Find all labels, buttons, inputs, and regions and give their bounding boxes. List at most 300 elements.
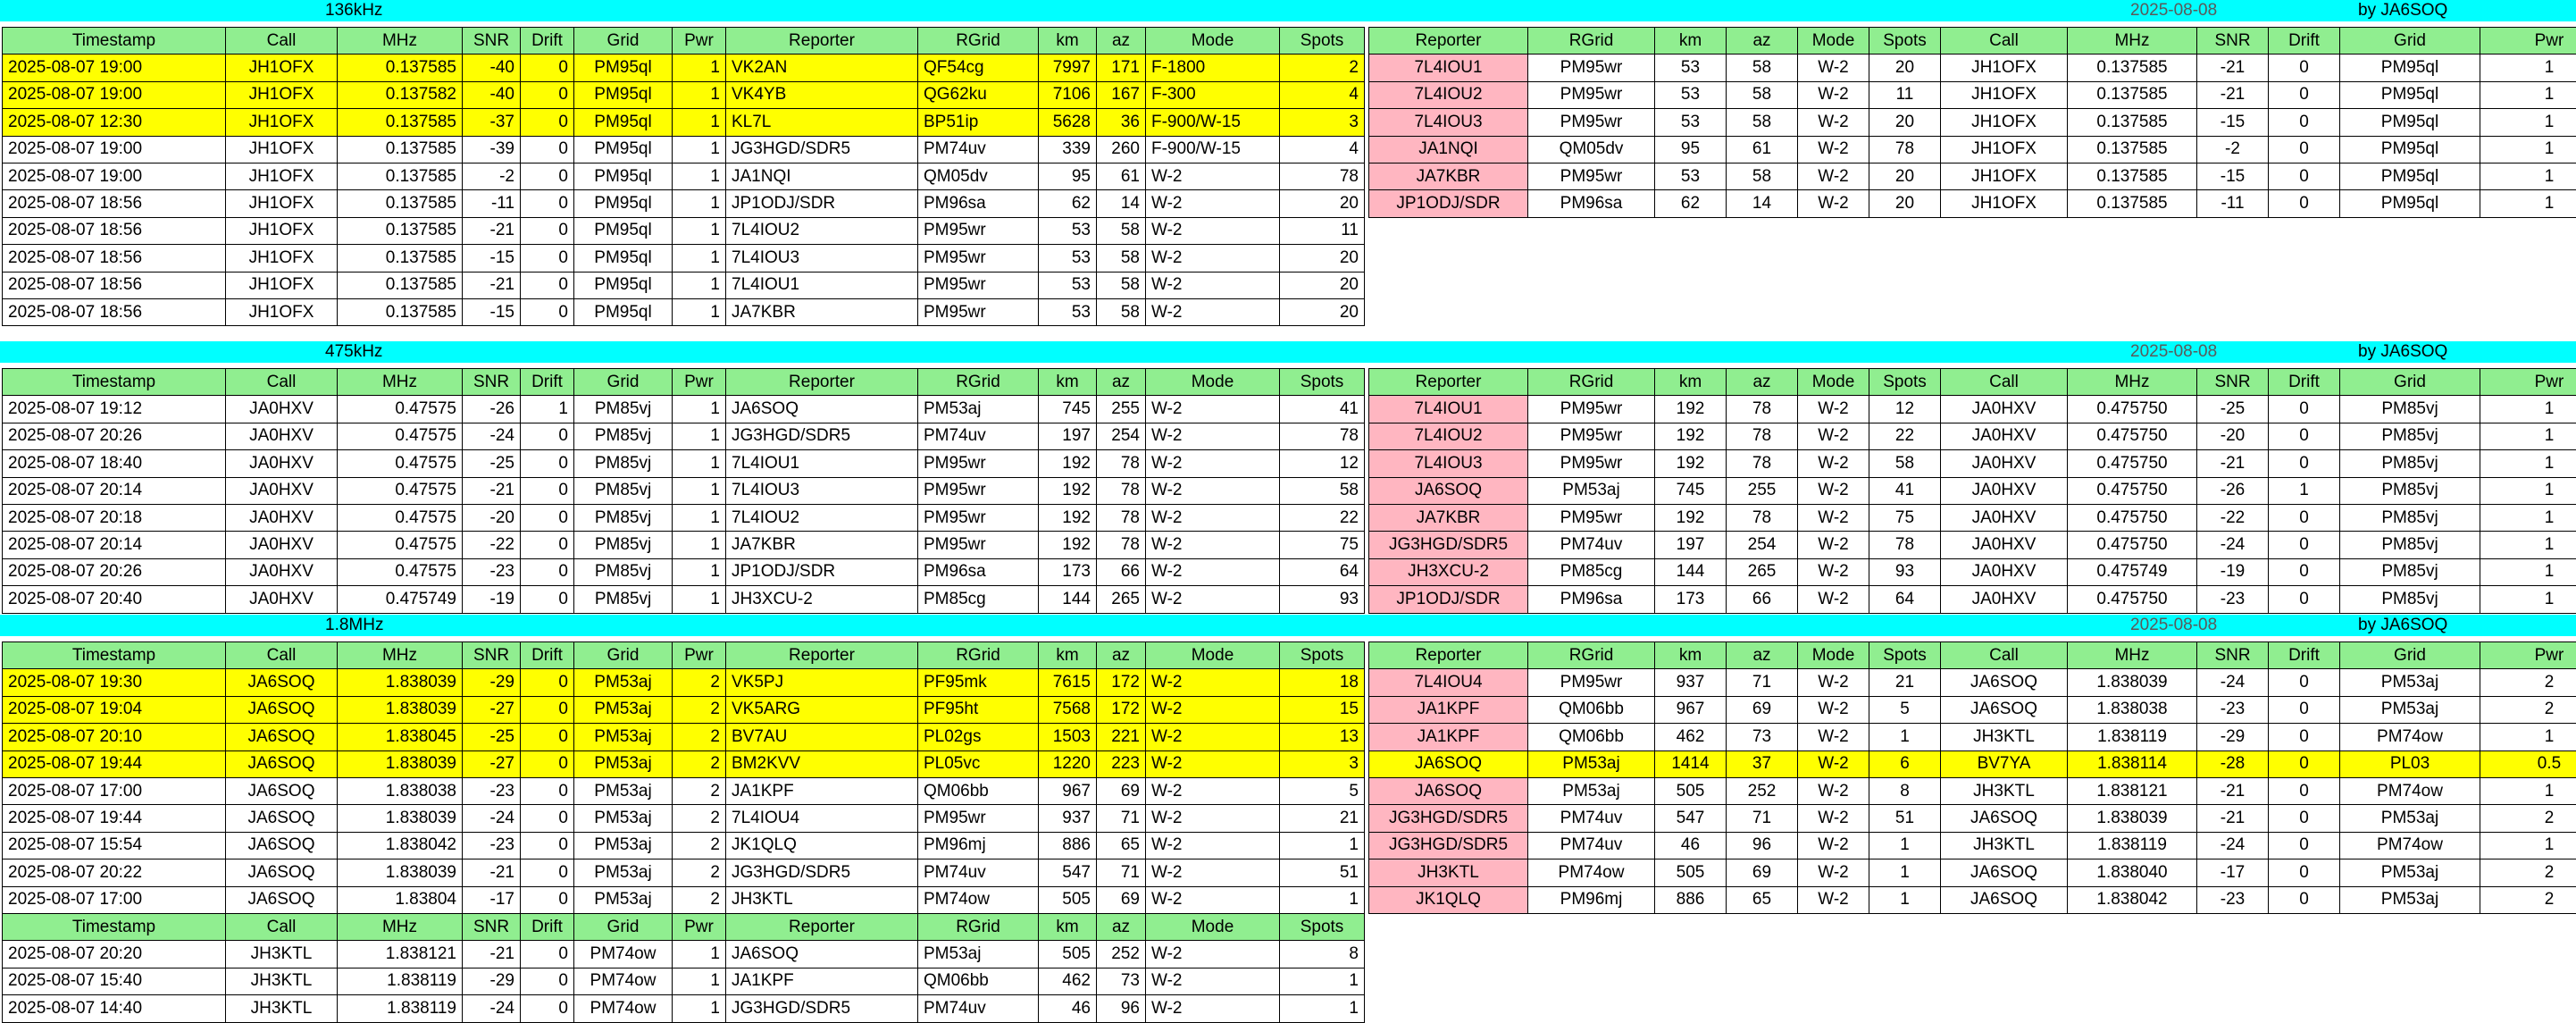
table-cell: 0 [2269,805,2340,832]
table-cell: 2025-08-07 14:40 [3,995,226,1022]
table-cell: 61 [1097,163,1146,189]
table-cell: W-2 [1146,163,1280,189]
table-cell: 61 [1727,136,1798,163]
table-cell: 0.47575 [338,396,463,423]
table-cell: 2025-08-07 20:18 [3,504,226,531]
table-cell: 254 [1097,423,1146,449]
table-cell: 2025-08-07 20:26 [3,558,226,585]
column-header: Call [1941,642,2068,669]
table-row [1369,777,2576,804]
table-cell: JA6SOQ [226,832,338,859]
table-cell: -21 [463,477,521,504]
table-cell: 1 [673,81,726,108]
table-cell: PF95mk [918,669,1039,696]
table-cell: 1 [2480,558,2576,585]
table-cell: -21 [463,941,521,968]
table-cell: 1 [673,941,726,968]
table-cell: 7615 [1039,669,1097,696]
table-cell: 2 [673,750,726,777]
table-cell: W-2 [1146,245,1280,272]
table-cell: 58 [1097,217,1146,244]
table-cell: 1 [673,995,726,1022]
column-header: SNR [2197,28,2269,55]
column-header: km [1039,28,1097,55]
table-cell: 1220 [1039,750,1097,777]
table-cell: QG62ku [918,81,1039,108]
table-cell: PM74uv [1528,805,1655,832]
table-cell: PM74ow [2340,724,2480,750]
table-cell: 2025-08-07 20:26 [3,423,226,449]
table-cell: 2025-08-07 18:56 [3,190,226,217]
table-cell: JA0HXV [226,504,338,531]
table-cell: 0.137585 [2068,163,2197,189]
table-cell: 2 [673,832,726,859]
column-header: SNR [463,642,521,669]
table-cell: W-2 [1146,832,1280,859]
column-header: az [1727,369,1798,396]
table-cell: 1.838119 [338,968,463,994]
table-row [1369,109,2576,136]
table-cell: W-2 [1798,504,1869,531]
table-cell: 36 [1097,109,1146,136]
highlighted-row [3,81,1365,108]
table-cell: 1 [673,477,726,504]
table-cell: -17 [2197,859,2269,886]
column-header: Drift [2269,28,2340,55]
table-cell: 11 [1869,81,1941,108]
right-spot-table [1368,641,2576,914]
column-header: Mode [1798,28,1869,55]
table-cell: 7L4IOU3 [1369,450,1528,477]
table-cell: W-2 [1146,995,1280,1022]
table-cell: PM95ql [2340,55,2480,81]
column-header: Spots [1280,369,1365,396]
table-cell: 3 [1280,750,1365,777]
column-header: Timestamp [3,914,226,941]
table-cell: 20 [1869,163,1941,189]
table-cell: 0 [2269,777,2340,804]
header-row [3,28,1365,55]
table-cell: W-2 [1798,109,1869,136]
table-cell: JH1OFX [1941,136,2068,163]
table-row [3,886,1365,913]
table-cell: 0 [2269,163,2340,189]
left-spot-table [2,641,1365,914]
table-cell: 58 [1097,245,1146,272]
table-cell: 0 [521,777,574,804]
table-cell: 1 [2480,396,2576,423]
table-cell: 197 [1039,423,1097,449]
table-cell: 51 [1280,859,1365,886]
table-cell: -39 [463,136,521,163]
table-cell: 1414 [1655,750,1727,777]
table-cell: VK4YB [726,81,918,108]
column-header: Timestamp [3,642,226,669]
table-cell: PM53aj [918,941,1039,968]
table-cell: 53 [1039,245,1097,272]
table-cell: -23 [2197,696,2269,723]
table-cell: PM95wr [918,805,1039,832]
table-cell: 1 [2480,81,2576,108]
table-cell: PM96mj [1528,886,1655,913]
table-cell: 0 [2269,109,2340,136]
table-cell: -21 [2197,450,2269,477]
table-cell: 65 [1727,886,1798,913]
table-cell: 0 [521,81,574,108]
column-header: km [1039,642,1097,669]
table-cell: 2025-08-07 19:44 [3,750,226,777]
table-cell: 2 [673,859,726,886]
table-cell: 7L4IOU3 [1369,109,1528,136]
table-cell: 192 [1655,450,1727,477]
table-cell: 1 [1869,859,1941,886]
table-cell: 7L4IOU2 [1369,423,1528,449]
table-cell: PM95wr [918,532,1039,558]
highlighted-row [1369,750,2576,777]
table-cell: 745 [1655,477,1727,504]
table-cell: 0.137585 [338,136,463,163]
table-cell: JP1ODJ/SDR [1369,586,1528,613]
table-cell: 2 [2480,859,2576,886]
table-cell: 73 [1727,724,1798,750]
table-cell: 7L4IOU2 [1369,81,1528,108]
table-cell: PL03 [2340,750,2480,777]
column-header: SNR [2197,369,2269,396]
column-header: Reporter [726,369,918,396]
table-cell: 7L4IOU3 [726,245,918,272]
table-cell: PM74uv [1528,832,1655,859]
table-cell: 71 [1727,805,1798,832]
table-cell: 37 [1727,750,1798,777]
table-cell: W-2 [1146,532,1280,558]
table-cell: 0.137585 [2068,109,2197,136]
table-cell: BP51ip [918,109,1039,136]
table-row [1369,504,2576,531]
table-cell: -29 [463,669,521,696]
table-cell: PM85vj [2340,586,2480,613]
column-header: Grid [2340,369,2480,396]
table-row [1369,477,2576,504]
column-header: Timestamp [3,369,226,396]
table-cell: -24 [463,805,521,832]
table-cell: 12 [1280,450,1365,477]
table-cell: JH1OFX [1941,55,2068,81]
table-row [1369,423,2576,449]
column-header: Grid [574,914,673,941]
header-row [1369,28,2576,55]
table-cell: PM85vj [574,450,673,477]
table-cell: JH3KTL [1369,859,1528,886]
table-cell: 1 [673,396,726,423]
table-cell: W-2 [1798,696,1869,723]
table-cell: PM85vj [574,396,673,423]
table-cell: JH3KTL [1941,777,2068,804]
table-row [1369,55,2576,81]
table-cell: PM74ow [574,968,673,994]
table-cell: 6 [1869,750,1941,777]
table-cell: 73 [1097,968,1146,994]
column-header: km [1655,642,1727,669]
table-row [3,532,1365,558]
column-header: Drift [521,642,574,669]
table-cell: 1.838042 [2068,886,2197,913]
table-cell: 8 [1869,777,1941,804]
column-header: MHz [338,369,463,396]
table-cell: 1 [2480,586,2576,613]
table-cell: 252 [1097,941,1146,968]
table-cell: JA7KBR [726,298,918,325]
table-cell: 53 [1655,55,1727,81]
table-cell: 41 [1869,477,1941,504]
table-cell: 93 [1280,586,1365,613]
band-label: 475kHz [325,341,382,363]
table-cell: PM74uv [918,859,1039,886]
table-cell: -2 [2197,136,2269,163]
table-cell: PM85vj [2340,423,2480,449]
table-cell: 2025-08-07 18:56 [3,217,226,244]
table-cell: JG3HGD/SDR5 [726,136,918,163]
table-cell: -21 [463,859,521,886]
table-cell: -19 [463,586,521,613]
table-cell: PM96sa [918,558,1039,585]
column-header: az [1727,642,1798,669]
table-cell: 2025-08-07 19:04 [3,696,226,723]
table-cell: 265 [1097,586,1146,613]
table-cell: 1 [2480,777,2576,804]
table-cell: 0.475750 [2068,423,2197,449]
table-cell: 1 [2480,450,2576,477]
highlighted-row [3,750,1365,777]
table-cell: PM95wr [1528,163,1655,189]
table-cell: PM95ql [2340,136,2480,163]
table-cell: 1 [673,272,726,298]
table-cell: -21 [2197,777,2269,804]
table-cell: 0 [521,450,574,477]
table-cell: 0.47575 [338,504,463,531]
table-cell: PM85vj [2340,504,2480,531]
table-cell: 192 [1655,423,1727,449]
column-header: Grid [574,369,673,396]
table-cell: JH1OFX [226,109,338,136]
table-cell: JH1OFX [226,272,338,298]
table-cell: 265 [1727,558,1798,585]
table-cell: 0 [521,298,574,325]
column-header: MHz [338,642,463,669]
table-cell: 0.47575 [338,450,463,477]
column-header: RGrid [1528,28,1655,55]
table-cell: PM53aj [574,696,673,723]
table-cell: 7L4IOU2 [726,217,918,244]
table-cell: 1.838039 [338,750,463,777]
table-cell: QM06bb [918,968,1039,994]
table-cell: PM95ql [574,81,673,108]
table-cell: 7L4IOU2 [726,504,918,531]
table-cell: PM95ql [574,245,673,272]
table-cell: PM74ow [574,941,673,968]
table-cell: VK5ARG [726,696,918,723]
highlighted-row [3,696,1365,723]
column-header: Grid [574,28,673,55]
column-header: Spots [1869,642,1941,669]
table-cell: PM74ow [2340,777,2480,804]
table-cell: 462 [1039,968,1097,994]
table-cell: -37 [463,109,521,136]
table-cell: 0.47575 [338,558,463,585]
table-cell: 53 [1039,217,1097,244]
table-cell: 1.83804 [338,886,463,913]
table-cell: 21 [1280,805,1365,832]
table-cell: 5628 [1039,109,1097,136]
table-cell: W-2 [1146,750,1280,777]
column-header: km [1655,28,1727,55]
table-cell: PM74uv [918,423,1039,449]
column-header: Pwr [673,28,726,55]
table-cell: 2025-08-07 20:14 [3,532,226,558]
table-cell: 745 [1039,396,1097,423]
table-cell: 20 [1280,245,1365,272]
table-cell: PM74ow [2340,832,2480,859]
table-cell: JA6SOQ [1941,859,2068,886]
table-cell: -26 [463,396,521,423]
highlighted-row [3,669,1365,696]
table-cell: JA6SOQ [1369,750,1528,777]
table-cell: 0 [521,109,574,136]
table-cell: 2 [2480,805,2576,832]
column-header: Reporter [726,642,918,669]
table-row [3,245,1365,272]
table-row [1369,81,2576,108]
table-cell: W-2 [1798,832,1869,859]
table-cell: 144 [1039,586,1097,613]
table-cell: 1.838039 [2068,669,2197,696]
table-cell: JG3HGD/SDR5 [1369,805,1528,832]
table-cell: -27 [463,696,521,723]
table-cell: JG3HGD/SDR5 [1369,532,1528,558]
table-cell: 1 [673,532,726,558]
table-cell: 0.137585 [338,163,463,189]
table-cell: 192 [1039,450,1097,477]
table-cell: 20 [1869,190,1941,217]
table-cell: 221 [1097,724,1146,750]
table-cell: 78 [1280,423,1365,449]
table-cell: 1 [2480,163,2576,189]
table-cell: PM95wr [1528,450,1655,477]
table-cell: -22 [463,532,521,558]
table-cell: 2 [673,886,726,913]
table-cell: 78 [1727,396,1798,423]
table-cell: 172 [1097,669,1146,696]
table-cell: W-2 [1146,777,1280,804]
table-cell: 255 [1727,477,1798,504]
table-row [1369,450,2576,477]
table-row [3,832,1365,859]
header-row [3,914,1365,941]
table-cell: PM96sa [1528,586,1655,613]
column-header: Pwr [673,914,726,941]
column-header: Reporter [726,28,918,55]
table-cell: 13 [1280,724,1365,750]
table-cell: 2 [673,777,726,804]
table-cell: W-2 [1798,450,1869,477]
table-cell: 20 [1280,298,1365,325]
table-cell: 967 [1039,777,1097,804]
left-spot-table [2,368,1365,614]
table-cell: 78 [1727,423,1798,449]
table-cell: 192 [1039,532,1097,558]
table-cell: JH1OFX [226,163,338,189]
table-cell: -24 [2197,832,2269,859]
table-cell: W-2 [1146,450,1280,477]
column-header: Call [226,28,338,55]
column-header: MHz [338,914,463,941]
table-cell: PL02gs [918,724,1039,750]
table-cell: PM85vj [2340,450,2480,477]
table-cell: -23 [463,777,521,804]
table-cell: 0.475750 [2068,586,2197,613]
table-cell: W-2 [1146,558,1280,585]
table-cell: 0 [521,504,574,531]
table-cell: 53 [1039,298,1097,325]
table-row [3,941,1365,968]
table-cell: PM74uv [918,136,1039,163]
table-cell: 64 [1869,586,1941,613]
table-cell: 1.838042 [338,832,463,859]
table-cell: 1 [673,190,726,217]
table-cell: 0.475749 [2068,558,2197,585]
table-cell: 69 [1727,696,1798,723]
table-cell: W-2 [1146,669,1280,696]
table-cell: 65 [1097,832,1146,859]
table-cell: 0 [521,669,574,696]
table-row [3,995,1365,1022]
table-cell: -25 [2197,396,2269,423]
table-cell: JA0HXV [1941,586,2068,613]
table-cell: 1.838119 [338,995,463,1022]
table-cell: PM53aj [574,777,673,804]
table-cell: 0 [521,163,574,189]
table-cell: 58 [1869,450,1941,477]
table-cell: 69 [1097,886,1146,913]
table-cell: 0 [521,805,574,832]
table-cell: JA0HXV [226,586,338,613]
table-cell: 0 [2269,886,2340,913]
table-cell: PM53aj [574,750,673,777]
column-header: MHz [2068,642,2197,669]
left-spot-table [2,27,1365,326]
table-cell: PM95ql [574,298,673,325]
table-cell: 0 [521,423,574,449]
table-cell: 1 [1280,968,1365,994]
column-header: az [1727,28,1798,55]
table-cell: JA7KBR [1369,504,1528,531]
table-cell: 0.137585 [338,272,463,298]
table-cell: 1.838039 [338,805,463,832]
table-cell: 192 [1039,477,1097,504]
table-cell: PM95ql [574,55,673,81]
table-cell: 0 [2269,532,2340,558]
table-cell: PM95wr [1528,423,1655,449]
table-row [3,450,1365,477]
table-cell: 1 [1280,886,1365,913]
column-header: MHz [2068,369,2197,396]
table-cell: PM85vj [2340,477,2480,504]
table-cell: JA0HXV [226,558,338,585]
table-cell: 0.475750 [2068,532,2197,558]
table-cell: 1.838119 [2068,724,2197,750]
table-cell: 71 [1097,805,1146,832]
table-cell: 0.5 [2480,750,2576,777]
table-row [1369,886,2576,913]
